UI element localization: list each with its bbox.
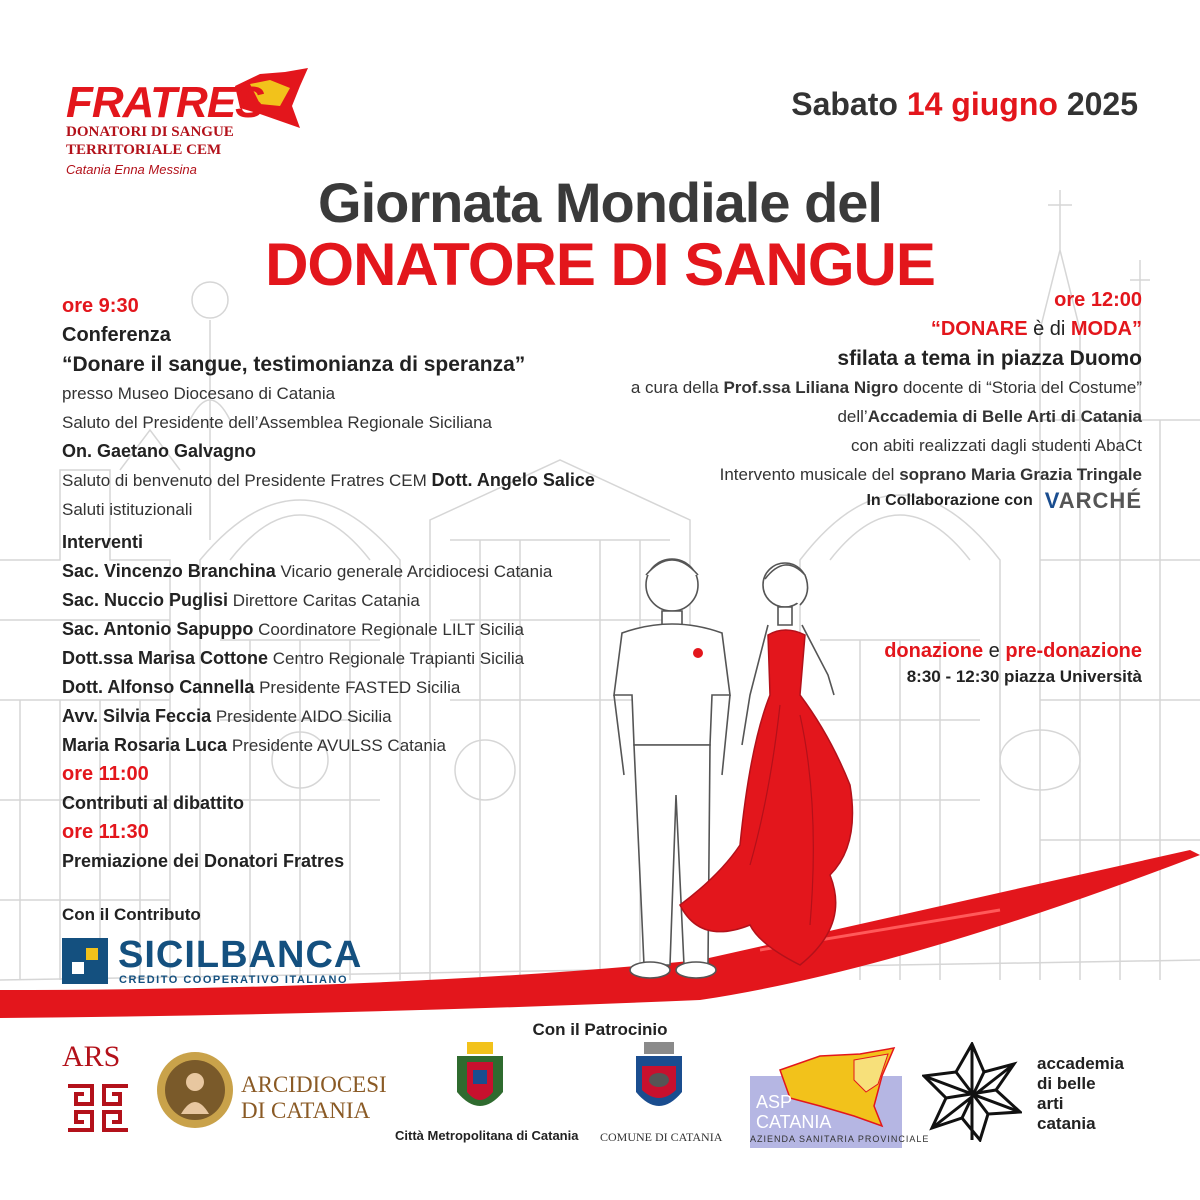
accademia-line: arti	[1037, 1094, 1064, 1113]
comune-caption: COMUNE DI CATANIA	[600, 1130, 723, 1144]
contribution-label: Con il Contributo	[62, 905, 201, 924]
curator-line	[542, 373, 1142, 402]
logo-line3: Catania Enna Messina	[66, 162, 197, 177]
arcidiocesi-word: ARCIDIOCESI	[241, 1072, 387, 1097]
sicilbanca-name: SICILBANCA	[118, 934, 363, 976]
word-donare: DONARE	[940, 318, 1028, 340]
speaker-role: Presidente FASTED Sicilia	[259, 678, 461, 697]
donation-word: donazione	[884, 640, 984, 662]
academy-line	[542, 402, 1142, 431]
speaker-name: Maria Rosaria Luca	[62, 735, 228, 755]
speaker-name: Sac. Vincenzo Branchina	[62, 561, 276, 581]
asp-city: CATANIA	[756, 1112, 832, 1132]
speaker-name: Dott.ssa Marisa Cottone	[62, 648, 269, 668]
accademia-line: di belle	[1037, 1074, 1096, 1093]
arcidiocesi-city: DI CATANIA	[241, 1098, 371, 1123]
speaker-name: Dott. Alfonso Cannella	[62, 677, 255, 697]
patronage-label: Con il Patrocinio	[532, 1020, 668, 1039]
academy-pre: dell’	[837, 407, 868, 426]
donation-time-place: 8:30 - 12:30 piazza Università	[906, 667, 1142, 686]
title-line2: DONATORE DI SANGUE	[265, 231, 935, 298]
music-name: soprano Maria Grazia Tringale	[899, 465, 1142, 484]
arche-logo	[1045, 488, 1142, 514]
metropolitan-crest-icon	[453, 1040, 507, 1124]
donation-info	[884, 640, 1142, 687]
speaker-row	[62, 557, 622, 586]
speaker-role: Centro Regionale Trapianti Sicilia	[272, 649, 525, 668]
accademia-logo	[922, 1040, 1152, 1150]
sicilbanca-square-icon	[62, 938, 108, 984]
predonation-word: pre-donazione	[1005, 640, 1142, 662]
speaker-role: Presidente AIDO Sicilia	[215, 707, 392, 726]
event-date	[791, 86, 1138, 123]
arche-v-icon: V	[1044, 488, 1059, 513]
conference-place: presso Museo Diocesano di Catania	[62, 384, 336, 403]
quote-close: ”	[1132, 318, 1142, 340]
time-1100: ore 11:00	[62, 763, 149, 785]
greeting-1: Saluto del Presidente dell’Assemblea Regionale Siciliana	[62, 413, 492, 432]
speaker-role: Direttore Caritas Catania	[232, 591, 420, 610]
students-line: con abiti realizzati dagli studenti AbaCt	[850, 436, 1142, 455]
speaker-row	[62, 673, 622, 702]
donation-and: e	[988, 640, 1000, 662]
accademia-line: catania	[1037, 1114, 1096, 1133]
asp-caption: AZIENDA SANITARIA PROVINCIALE	[750, 1134, 930, 1144]
conference-heading: Conferenza	[62, 324, 171, 346]
accademia-text	[1037, 1054, 1124, 1134]
date-highlight: 14 giugno	[906, 86, 1058, 122]
logo-line1: DONATORI DI SANGUE	[66, 124, 234, 140]
fratres-logo	[60, 72, 310, 182]
greeting-3: Saluti istituzionali	[62, 500, 193, 519]
logo-wordmark: FRATRES	[66, 78, 264, 127]
collaboration-label: In Collaborazione con	[866, 492, 1033, 509]
greeting-1-name: On. Gaetano Galvagno	[62, 441, 257, 461]
academy-name: Accademia di Belle Arti di Catania	[867, 407, 1142, 426]
word-mid: è di	[1027, 318, 1071, 340]
speaker-row	[62, 702, 622, 731]
time-1130: ore 11:30	[62, 821, 149, 843]
fashion-show-subtitle: sfilata a tema in piazza Duomo	[837, 347, 1142, 370]
speaker-role: Coordinatore Regionale LILT Sicilia	[258, 620, 524, 639]
item-awards: Premiazione dei Donatori Fratres	[62, 851, 345, 871]
arche-wordmark: ARCHÉ	[1058, 488, 1142, 513]
asp-word: ASP	[756, 1092, 793, 1112]
morning-program	[62, 292, 622, 876]
time-0930: ore 9:30	[62, 295, 139, 317]
date-day: Sabato	[791, 86, 898, 122]
citta-metropolitana-logo	[385, 1040, 579, 1150]
speaker-row	[62, 586, 622, 615]
logo-line2: TERRITORIALE CEM	[66, 142, 222, 158]
greeting-2-text: Saluto di benvenuto del Presidente Fratres CEM	[62, 471, 427, 490]
item-debate: Contributi al dibattito	[62, 793, 244, 813]
speaker-row	[62, 615, 622, 644]
couple-illustration	[600, 545, 880, 995]
ars-spiral-icon	[62, 1080, 134, 1136]
saint-medallion-icon	[155, 1050, 235, 1130]
greeting-2-name: Dott. Angelo Salice	[431, 470, 595, 490]
noon-program	[542, 286, 1142, 489]
interventi-heading: Interventi	[62, 532, 144, 552]
date-year: 2025	[1066, 86, 1138, 122]
greeting-2	[62, 466, 622, 495]
curator-pre: a cura della	[630, 378, 719, 397]
curator-name: Prof.ssa Liliana Nigro	[723, 378, 899, 397]
fashion-show-title	[542, 315, 1142, 344]
arcidiocesi-logo	[155, 1050, 387, 1140]
accademia-line: accademia	[1037, 1054, 1124, 1073]
speaker-name: Sac. Nuccio Puglisi	[62, 590, 229, 610]
title-line1: Giornata Mondiale del	[318, 171, 882, 234]
speaker-name: Sac. Antonio Sapuppo	[62, 619, 254, 639]
donation-title	[884, 640, 1142, 663]
music-pre: Intervento musicale del	[719, 465, 895, 484]
sicilbanca-logo	[62, 934, 363, 988]
speaker-name: Avv. Silvia Feccia	[62, 706, 212, 726]
ars-logo	[62, 1040, 142, 1140]
comune-crest-icon	[632, 1040, 686, 1124]
accademia-star-icon	[922, 1042, 1022, 1142]
asp-catania-logo	[750, 1040, 930, 1150]
curator-post: docente di “Storia del Costume”	[902, 378, 1142, 397]
ars-wordmark: ARS	[62, 1040, 121, 1073]
comune-logo	[600, 1040, 723, 1150]
quote-open: “	[930, 318, 941, 340]
sicilbanca-tagline: CREDITO COOPERATIVO ITALIANO	[119, 974, 349, 986]
music-line	[542, 460, 1142, 489]
speaker-row	[62, 644, 622, 673]
speaker-role: Presidente AVULSS Catania	[231, 736, 447, 755]
speaker-role: Vicario generale Arcidiocesi Catania	[280, 562, 553, 581]
conference-title: “Donare il sangue, testimonianza di speranza”	[62, 353, 526, 376]
collaboration	[866, 488, 1142, 514]
time-1200: ore 12:00	[1054, 289, 1142, 311]
word-moda: MODA	[1070, 318, 1132, 340]
speaker-row	[62, 731, 622, 760]
citta-caption: Città Metropolitana di Catania	[395, 1128, 579, 1143]
